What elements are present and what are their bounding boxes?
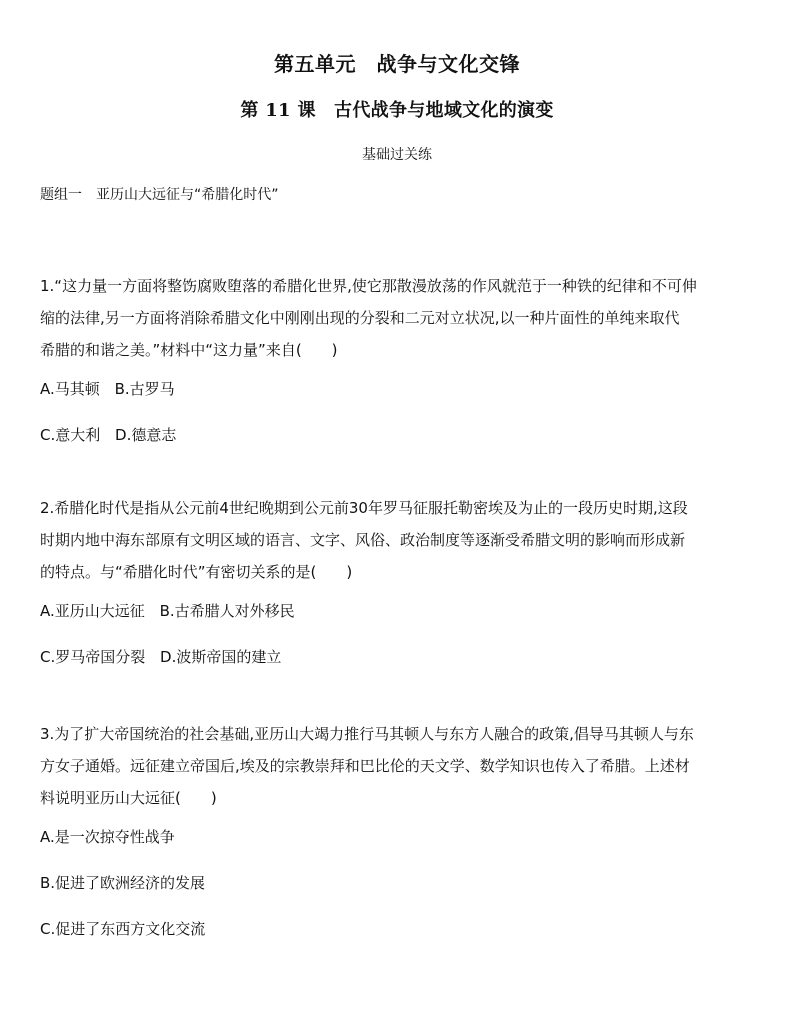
question-2-option-c[interactable]: C.罗马帝国分裂	[40, 648, 146, 666]
unit-title: 第五单元 战争与文化交锋	[274, 52, 520, 76]
question-2-line-3: 的特点。与“希腊化时代”有密切关系的是( )	[40, 563, 353, 581]
question-group-title: 题组一 亚历山大远征与“希腊化时代”	[40, 187, 279, 203]
question-2-option-d[interactable]: D.波斯帝国的建立	[160, 648, 282, 666]
question-1-line-3: 希腊的和谐之美。”材料中“这力量”来自( )	[40, 341, 338, 359]
question-3	[40, 718, 754, 952]
question-1	[40, 270, 754, 458]
question-3-option-a[interactable]: A.是一次掠夺性战争	[40, 828, 175, 846]
question-2-line-1: 2.希腊化时代是指从公元前4世纪晚期到公元前30年罗马征服托勒密埃及为止的一段历史时期,这段	[40, 499, 688, 517]
question-1-line-1: 1.“这力量一方面将整饬腐败堕落的希腊化世界,使它那散漫放荡的作风就范于一种铁的纪律和不可伸	[40, 277, 697, 295]
question-2-options-row-2	[40, 634, 754, 680]
question-3-line-1: 3.为了扩大帝国统治的社会基础,亚历山大竭力推行马其顿人与东方人融合的政策,倡导马其顿人与东	[40, 725, 694, 743]
question-2	[40, 492, 754, 680]
question-1-options-row-2	[40, 412, 754, 458]
question-1-options-row-1	[40, 366, 754, 412]
question-2-options-row-1	[40, 588, 754, 634]
question-2-line-2: 时期内地中海东部原有文明区域的语言、文字、风俗、政治制度等逐渐受希腊文明的影响而形成新	[40, 531, 686, 549]
question-3-option-c[interactable]: C.促进了东西方文化交流	[40, 920, 206, 938]
question-3-option-b[interactable]: B.促进了欧洲经济的发展	[40, 874, 206, 892]
section-title: 基础过关练	[362, 147, 432, 163]
question-3-options-row-2	[40, 860, 754, 906]
question-3-options-row-1	[40, 814, 754, 860]
question-2-option-b[interactable]: B.古希腊人对外移民	[159, 602, 295, 620]
question-1-option-c[interactable]: C.意大利	[40, 426, 101, 444]
question-1-option-b[interactable]: B.古罗马	[114, 380, 175, 398]
question-1-option-d[interactable]: D.德意志	[115, 426, 177, 444]
lesson-title: 第 11 课 古代战争与地域文化的演变	[240, 100, 554, 121]
question-1-line-2: 缩的法律,另一方面将消除希腊文化中刚刚出现的分裂和二元对立状况,以一种片面性的单纯来取代	[40, 309, 680, 327]
question-2-option-a[interactable]: A.亚历山大远征	[40, 602, 145, 620]
question-1-option-a[interactable]: A.马其顿	[40, 380, 100, 398]
question-3-options-row-3	[40, 906, 754, 952]
question-3-line-3: 料说明亚历山大远征( )	[40, 789, 217, 807]
question-3-line-2: 方女子通婚。远征建立帝国后,埃及的宗教崇拜和巴比伦的天文学、数学知识也传入了希腊。上述材	[40, 757, 690, 775]
